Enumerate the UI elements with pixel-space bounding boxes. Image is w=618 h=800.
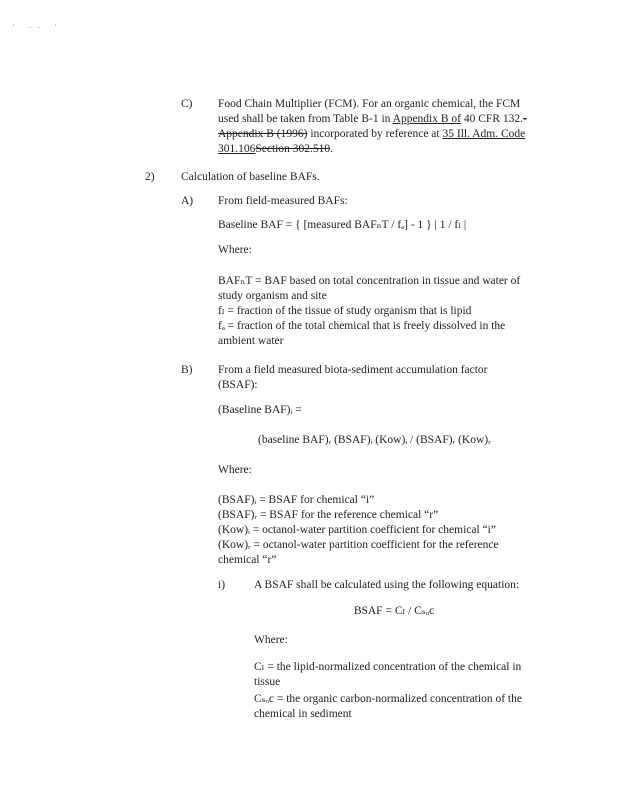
item-i-def-cl-2: tissue: [254, 676, 281, 688]
item-a-def-ffd-2: ambient water: [218, 335, 284, 347]
appendix-b-link: Appendix B of: [392, 113, 461, 125]
item-b-def-kow-r-2: chemical “r”: [218, 554, 277, 566]
item-i-def-csoc-1: Cₛₒc = the organic carbon-normalized concentration of the: [254, 693, 522, 705]
item-a-def-baft-2: study organism and site: [218, 290, 327, 302]
item-b-def-bsaf-r: (BSAF)ᵣ = BSAF for the reference chemical “r”: [218, 509, 439, 521]
item-c-line3: [218, 127, 525, 142]
item-c-period: .: [330, 143, 333, 155]
item-a-def-fl: fₗ = fraction of the tissue of study organism that is lipid: [218, 305, 472, 317]
item-b-heading-1: From a field measured biota-sediment accumulation factor: [218, 364, 488, 376]
item-c-line2-struck: -: [523, 113, 527, 125]
item-b-label: B): [181, 364, 193, 376]
item-i-where: Where:: [254, 634, 288, 646]
baseline-baf-i-rhs: (baseline BAF)ᵣ (BSAF)ᵢ (Kow)ᵢ / (BSAF)ᵣ (Kow)ᵣ: [258, 434, 491, 446]
bsaf-equation: BSAF = Cₗ / Cₛₒc: [353, 605, 435, 617]
item-i-def-csoc-2: chemical in sediment: [254, 708, 352, 720]
item-a-where: Where:: [218, 244, 252, 256]
item-i-def-cl-1: Cₗ = the lipid-normalized concentration of the chemical in: [254, 661, 522, 673]
item-i-text: A BSAF shall be calculated using the following equation:: [254, 579, 520, 591]
item-a-def-ffd-1: fₔ = fraction of the total chemical that is freely dissolved in the: [218, 320, 506, 332]
item-b-heading-2: (BSAF):: [218, 379, 258, 391]
item-b-def-kow-r-1: (Kow)ᵣ = octanol-water partition coefficient for the reference: [218, 539, 499, 551]
item-b-def-bsaf-i: (BSAF)ᵢ = BSAF for chemical “i”: [218, 494, 375, 506]
item-c-label: C): [181, 98, 193, 110]
item-c-line2-text: used shall be taken from Table B-1 in: [218, 113, 393, 125]
item-b-def-kow-i: (Kow)ᵢ = octanol-water partition coefficient for chemical “i”: [218, 524, 496, 536]
baseline-baf-formula: Baseline BAF = { [measured BAFₙT / fₔ] - 1 } | 1 / fₗ |: [218, 219, 467, 231]
item-c-line2-cfr: 40 CFR 132.: [461, 113, 523, 125]
item-i-label: i): [218, 579, 226, 591]
item-c-line1: Food Chain Multiplier (FCM). For an organic chemical, the FCM: [218, 98, 521, 110]
item-c-line3-text: incorporated by reference at: [307, 128, 443, 140]
section-301-106: 301.106: [218, 143, 256, 155]
struck-appendix-b-1996: Appendix B (1996): [218, 128, 308, 140]
item-c-line4: [218, 142, 333, 157]
scan-header-marks: · .. ·: [12, 20, 63, 30]
item-a-def-baft-1: BAFₙT = BAF based on total concentration in tissue and water of: [218, 275, 521, 287]
item-a-label: A): [181, 195, 194, 207]
item-2-text: Calculation of baseline BAFs.: [181, 171, 320, 183]
item-c-line2: [218, 112, 527, 127]
struck-section-302-510: Section 302.510: [255, 143, 331, 155]
baseline-baf-i-lhs: (Baseline BAF)ᵢ =: [218, 404, 302, 416]
item-b-where: Where:: [218, 464, 252, 476]
item-a-heading: From field-measured BAFs:: [218, 195, 348, 207]
ill-adm-code-link: 35 Ill. Adm. Code: [442, 128, 526, 140]
item-2-label: 2): [145, 171, 155, 183]
